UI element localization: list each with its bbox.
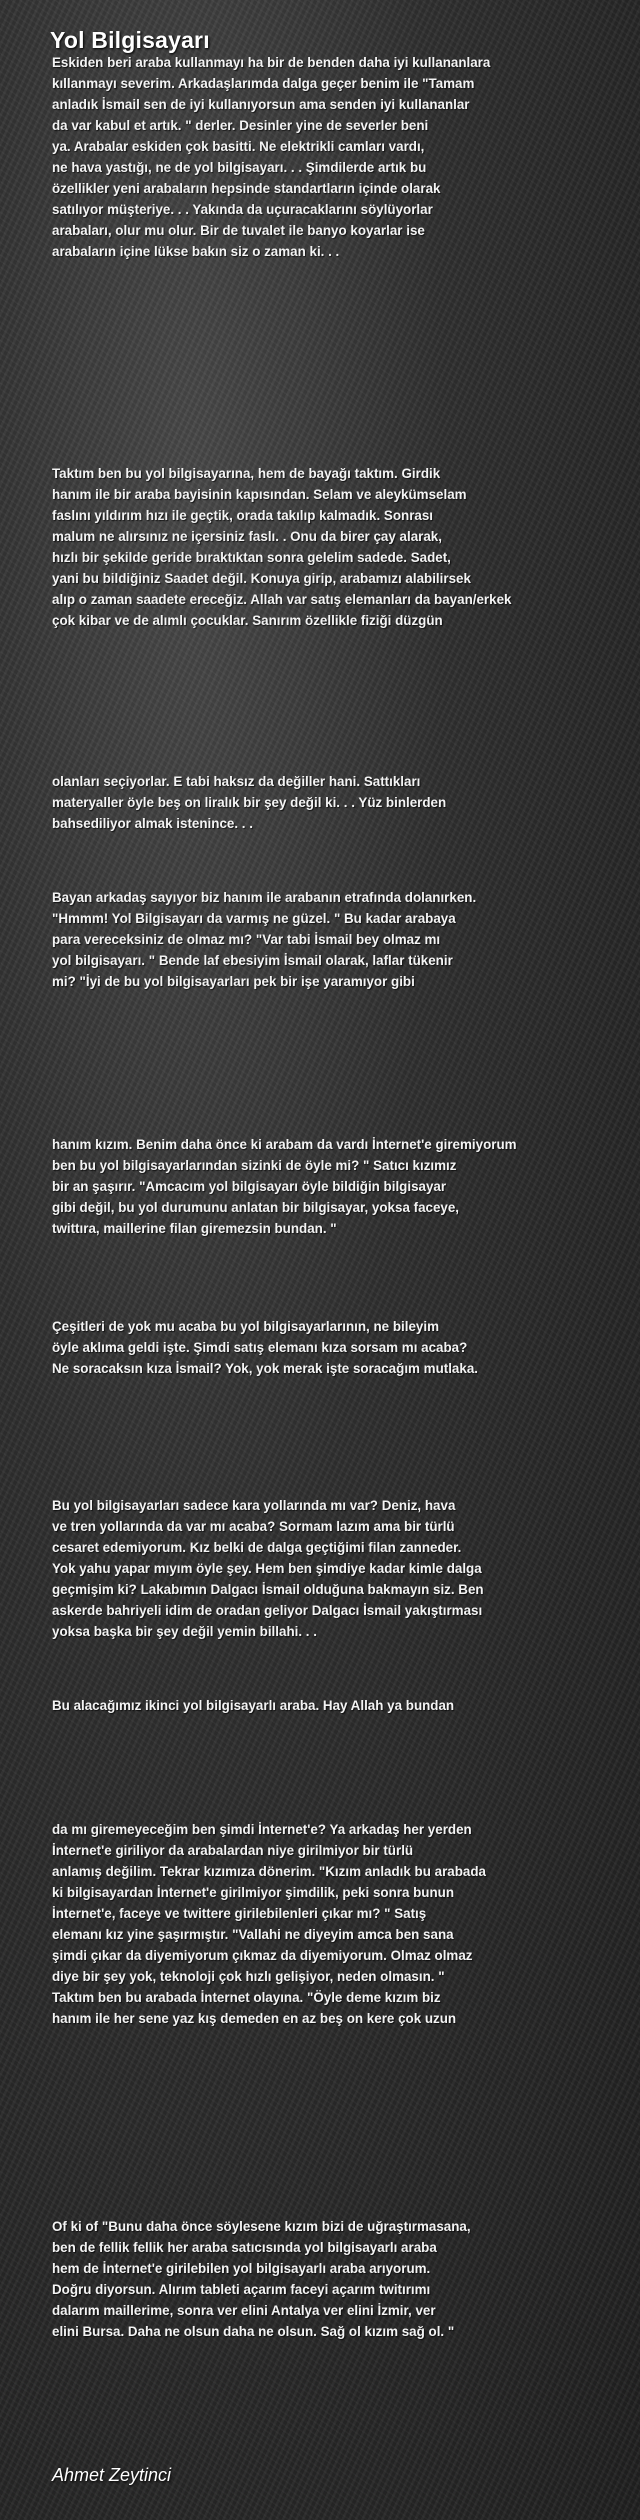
poem-stanza: olanları seçiyorlar. E tabi haksız da değiller hani. Sattıkları materyaller öyle beş on liralık bir şey değil ki. . . Yüz binlerden bahsediliyor almak istenince. . .	[52, 774, 447, 831]
poem-stanza: Bu yol bilgisayarları sadece kara yollarında mı var? Deniz, hava ve tren yollarında da var mı acaba? Sormam lazım ama bir türlü cesaret edemiyorum. Kız belki de dalga geçtiğimi filan zanneder. Yok yahu yapar mıyım öyle şey. Hem ben şimdiye kadar kimle dalga geçmişim ki? Lakabımın Dalgacı İsmail olduğuna bakmayın siz. Ben askerde bahriyeli idim de oradan geliyor Dalgacı İsmail yakıştırması yoksa başka bir şey değil yemin billahi. . .	[52, 1498, 484, 1639]
poem-stanza: Bu alacağımız ikinci yol bilgisayarlı araba. Hay Allah ya bundan	[52, 1698, 455, 1713]
poem-title: Yol Bilgisayarı	[50, 27, 210, 54]
poem-stanza: Eskiden beri araba kullanmayı ha bir de benden daha iyi kullananlara kıllanmayı severim. Arkadaşlarımda dalga geçer benim ile "Tamam anladık İsmail sen de iyi kullanıyorsun ama senden iyi kullananlar da var kabul et artık. " derler. Desinler yine de severler beni ya. Arabalar eskiden çok basitti. Ne elektrikli camları vardı, ne hava yastığı, ne de yol bilgisayarı. . . Şimdilerde artık bu özellikler yeni arabaların hepsinde standartların içinde olarak satılıyor müşteriye. . . Yakında da uçuracaklarını söylüyorlar arabaları, olur mu olur. Bir de tuvalet ile banyo koyarlar ise arabaların içine lükse bakın siz o zaman ki. . .	[52, 55, 491, 259]
poem-stanza: Taktım ben bu yol bilgisayarına, hem de bayağı taktım. Girdik hanım ile bir araba bayisinin kapısından. Selam ve aleykümselam faslını yıldırım hızı ile geçtik, orada takılıp kalmadık. Sonrası malum ne alırsınız ne içersiniz faslı. . Onu da birer çay alarak, hızlı bir şekilde geride bıraktıktan sonra gelelim sadede. Sadet, yani bu bildiğiniz Saadet değil. Konuya girip, arabamızı alabilirsek alıp o zaman saadete ereceğiz. Allah var satış elemanları da bayan/erkek çok kibar ve de alımlı çocuklar. Sanırım özellikle fiziği düzgün	[52, 466, 512, 628]
poem-author: Ahmet Zeytinci	[52, 2465, 172, 2485]
poem-stanza: hanım kızım. Benim daha önce ki arabam da vardı İnternet'e giremiyorum ben bu yol bilgisayarlarından sizinki de öyle mi? " Satıcı kızımız bir an şaşırır. "Amcacım yol bilgisayarı öyle bildiğin bilgisayar gibi değil, bu yol durumunu anlatan bir bilgisayar, yoksa faceye, twittıra, maillerine filan giremezsin bundan. "	[52, 1137, 517, 1236]
poem-stanza: Çeşitleri de yok mu acaba bu yol bilgisayarlarının, ne bileyim öyle aklıma geldi işte. Şimdi satış elemanı kıza sorsam mı acaba? Ne soracaksın kıza İsmail? Yok, yok merak işte soracağım mutlaka.	[52, 1319, 478, 1376]
poem-stanza: da mı giremeyeceğim ben şimdi İnternet'e? Ya arkadaş her yerden İnternet'e giriliyor da arabalardan niye girilmiyor bir türlü anlamış değilim. Tekrar kızımıza dönerim. "Kızım anladık bu arabada ki bilgisayardan İnternet'e girilmiyor şimdilik, peki sonra bunun İnternet'e, faceye ve twittere girilebilenleri çıkar mı? " Satış elemanı kız yine şaşırmıştır. "Vallahi ne diyeyim amca ben sana şimdi çıkar da diyemiyorum çıkmaz da diyemiyorum. Olmaz olmaz diye bir şey yok, teknoloji çok hızlı gelişiyor, neden olmasın. " Taktım ben bu arabada İnternet olayına. "Öyle deme kızım biz hanım ile her sene yaz kış demeden en az beş on kere çok uzun	[52, 1822, 486, 2026]
poem-stanza: Bayan arkadaş sayıyor biz hanım ile arabanın etrafında dolanırken. "Hmmm! Yol Bilgisayarı da varmış ne güzel. " Bu kadar arabaya para vereceksiniz de olmaz mı? "Var tabi İsmail bey olmaz mı yol bilgisayarı. " Bende laf ebesiyim İsmail olarak, laflar tükenir mi? "İyi de bu yol bilgisayarları pek bir işe yaramıyor gibi	[52, 890, 477, 989]
poem-stanza: Of ki of "Bunu daha önce söylesene kızım bizi de uğraştırmasana, ben de fellik fellik her araba satıcısında yol bilgisayarlı araba hem de İnternet'e girilebilen yol bilgisayarlı araba arıyorum. Doğru diyorsun. Alırım tableti açarım faceyi açarım twitırımı dalarım maillerime, sonra ver elini Antalya ver elini İzmir, ver elini Bursa. Daha ne olsun daha ne olsun. Sağ ol kızım sağ ol. "	[52, 2219, 471, 2339]
